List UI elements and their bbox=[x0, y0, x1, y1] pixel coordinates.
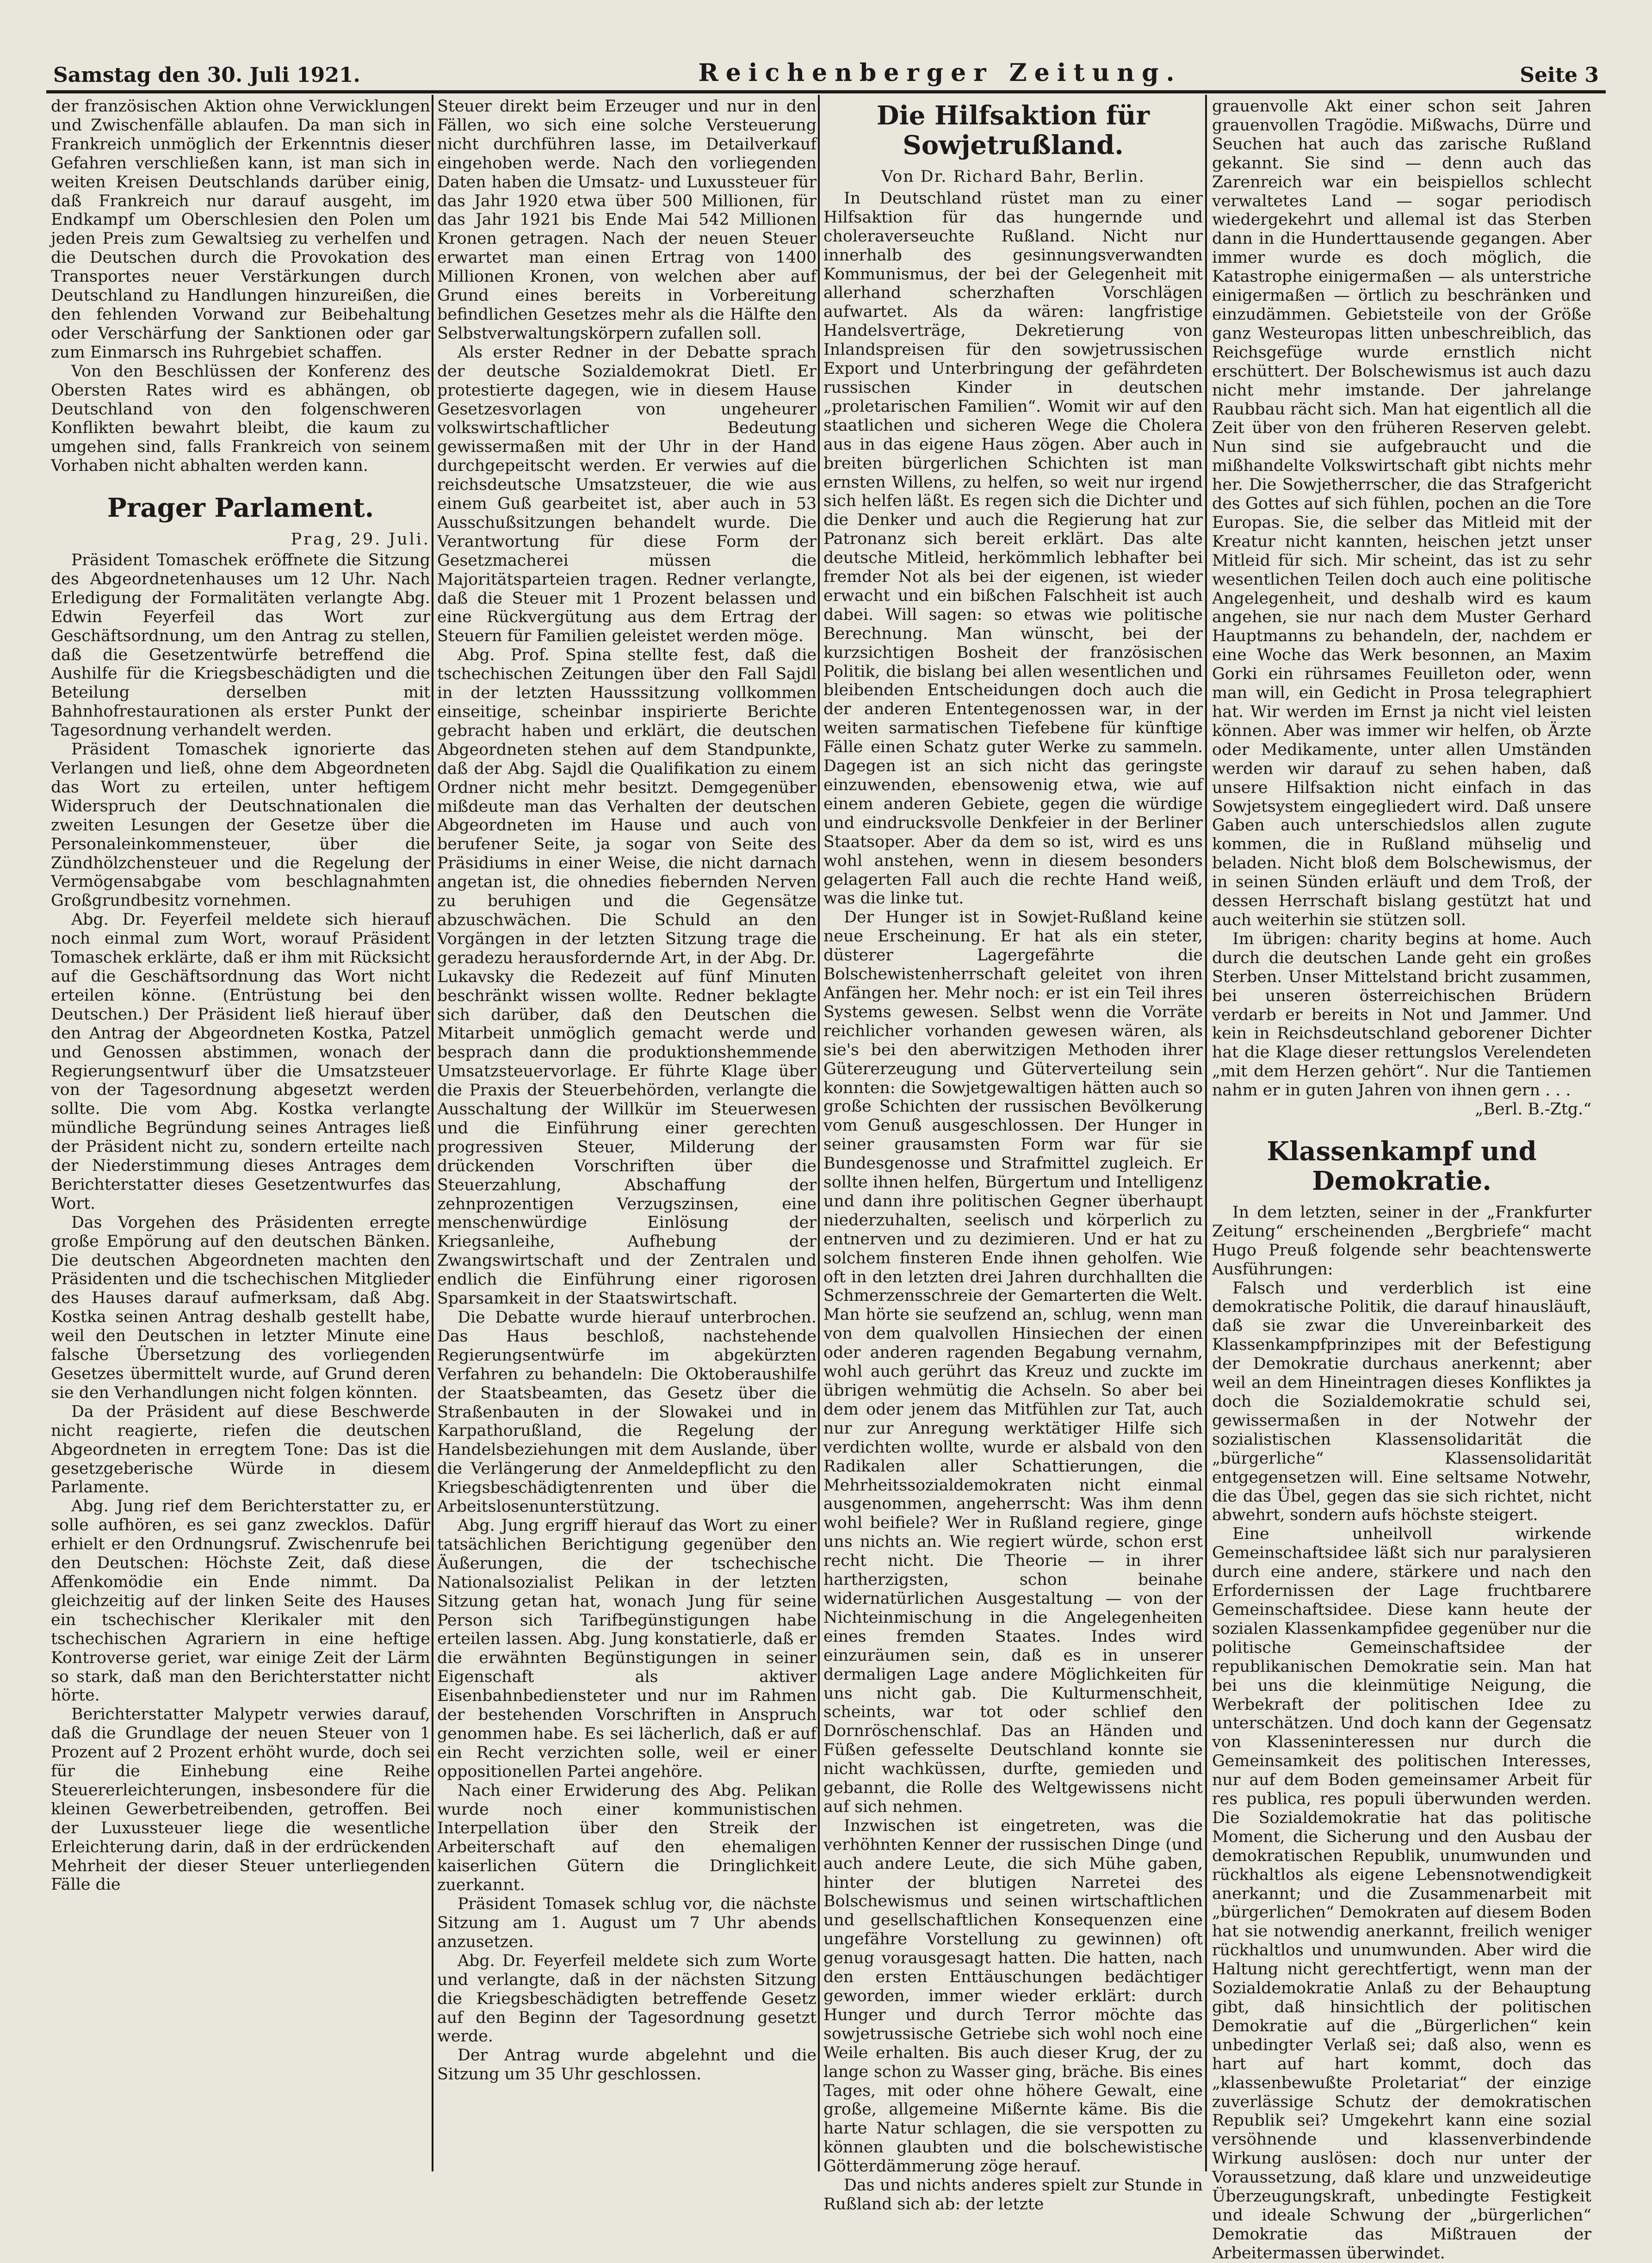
headline-prager-parlament: Prager Parlament. bbox=[107, 493, 374, 524]
source-reference: „Berl. B.-Ztg.“ bbox=[1475, 1100, 1591, 1119]
paragraph: Da der Präsident auf diese Beschwerde nicht reagierte, riefen die deutschen Abgeordneten in erregtem Tone: Das ist die gesetzgeberische Würde in diesem Parlamente. bbox=[51, 1402, 430, 1497]
paragraph: Das und nichts anderes spielt zur Stunde in Rußland sich ab: der letzte bbox=[823, 2176, 1203, 2214]
column-4 bbox=[1212, 97, 1591, 2263]
column-3 bbox=[823, 97, 1203, 2214]
paragraph: Inzwischen ist eingetreten, was die verhöhnten Kenner der russischen Dinge (und auch andere Leute, die sich Mühe gaben, hinter der blutigen Narretei des Bolschewismus und seinen wirtschaftlichen und gesellschaftlichen Konsequenzen eine ungefähre Vorstellung zu gewinnen) oft genug vorausgesagt hatten. Die hatten, nach den ersten Enttäuschungen bedächtiger geworden, immer wieder erklärt: durch Hunger und durch Terror möchte das sowjetrussische Getriebe sich wohl noch eine Weile erhalten. Bis auch dieser Krug, der zu lange schon zu Wasser ging, bräche. Bis eines Tages, mit oder ohne höhere Gewalt, eine große, allgemeine Mißernte käme. Bis die harte Natur schlagen, die sie verspotten zu können glaubten und die bolschewistische Götterdämmerung zöge herauf. bbox=[823, 1816, 1203, 2176]
paragraph: Präsident Tomaschek ignorierte das Verlangen und ließ, ohne dem Abgeordneten das Wort zu erteilen, unter heftigem Widerspruch der Deutschnationalen die zweiten Lesungen der Gesetze über die Personaleinkommensteuer, über die Zündhölzchensteuer und die Regelung der Vermögensabgabe vom beschlagnahmten Großgrundbesitz vornehmen. bbox=[51, 740, 430, 910]
paragraph: Die Debatte wurde hierauf unterbrochen. Das Haus beschloß, nachstehende Regierungsentwürfe im abgekürzten Verfahren zu behandeln: Die Oktoberaushilfe der Staatsbeamten, das Gesetz über die Straßenbauten in der Slowakei und in Karpathorußland, die Regelung der Handelsbeziehungen mit dem Auslande, über die Verlängerung der Anmeldepflicht zu den Kriegsbeschädigtenrenten und über die Arbeitslosenunterstützung. bbox=[437, 1308, 817, 1516]
paragraph: Im übrigen: charity begins at home. Auch durch die deutschen Lande geht ein großes Sterben. Unser Mittelstand bricht zusammen, bei unseren österreichischen Brüdern verdarb er bereits in Not und Jammer. Und kein in Reichsdeutschland geborener Dichter hat die Klage dieser rettungslos Verelendeten „mit dem Herzen gehört“. Nur die Tantiemen nahm er in guten Jahren von ihnen gern . . . bbox=[1212, 929, 1591, 1100]
masthead bbox=[53, 50, 1599, 87]
column-rule bbox=[1205, 95, 1207, 2171]
headline-hilfsaktion: Die Hilfsaktion für Sowjetrußland. bbox=[876, 100, 1150, 161]
newspaper-title: Reichenberger Zeitung. bbox=[698, 59, 1182, 87]
paragraph: Das Vorgehen des Präsidenten erregte große Empörung auf den deutschen Bänken. Die deutschen Abgeordneten machten den Präsidenten und die tschechischen Mitglieder des Hauses darauf aufmerksam, daß Abg. Kostka seinen Antrag deshalb gestellt habe, weil den Deutschen in letzter Minute eine falsche Übersetzung des vorliegenden Gesetzes übermittelt wurde, auf Grund deren sie den Verhandlungen nicht folgen könnten. bbox=[51, 1213, 430, 1402]
paragraph: In dem letzten, seiner in der „Frankfurter Zeitung“ erscheinenden „Bergbriefe“ macht Hugo Preuß folgende sehr beachtenswerte Ausführungen: bbox=[1212, 1203, 1591, 1279]
paragraph: In Deutschland rüstet man zu einer Hilfsaktion für das hungernde und choleraverseuchte Rußland. Nicht nur innerhalb des gesinnungsverwandten Kommunismus, der bei der Gelegenheit mit allerhand scherzhaften Vorschlägen aufwartet. Als da wären: langfristige Handelsverträge, Dekretierung von Inlandspreisen für den sowjetrussischen Export und Unterbringung der gefährdeten russischen Kinder in deutschen „proletarischen Familien“. Womit wir auf den staatlichen und sicheren Wege die Cholera aus in das eigene Haus zögen. Aber auch in breiten bürgerlichen Schichten ist man ernsten Willens, zu helfen, so weit nur irgend sich helfen läßt. Es regen sich die Dichter und die Denker und auch die Regierung hat zur Patronanz sich bereit erklärt. Das alte deutsche Mitleid, herkömmlich lebhafter bei fremder Not als bei der eigenen, ist wieder erwacht und ein bißchen Falschheit ist auch dabei. Will sagen: so etwas wie politische Berechnung. Man wünscht, bei der kurzsichtigen Bosheit der französischen Politik, die bislang bei allen wesentlichen und bleibenden Entscheidungen doch auch die der anderen Ententegenossen war, in der weiten sarmatischen Tiefebene für künftige Fälle einen Schatz guter Werke zu sammeln. Dagegen ist an sich nicht das geringste einzuwenden, ebensowenig etwa, wie auf einem anderen Gebiete, gegen die würdige und eindrucksvolle Denkfeier in der Berliner Staatsoper. Aber da dem so ist, wird es uns wohl anstehen, wenn in diesem besonders gelagerten Fall auch die rechte Hand weiß, was die linke tut. bbox=[823, 189, 1203, 908]
paragraph: Als erster Redner in der Debatte sprach der deutsche Sozialdemokrat Dietl. Er protestierte dagegen, wie in diesem Hause Gesetzesvorlagen von ungeheurer volkswirtschaftlicher Bedeutung gewissermaßen mit der Uhr in der Hand durchgepeitscht werden. Er verwies auf die reichsdeutsche Umsatzsteuer, die wie aus einem Guß gearbeitet ist, aber auch in 53 Ausschußsitzungen behandelt wurde. Die Verantwortung für diese Form der Gesetzmacherei müssen die Majoritätsparteien tragen. Redner verlangte, daß die Steuer mit 1 Prozent belassen und eine Rückvergütung aus dem Ertrag der Steuern für Familien geleistet werden möge. bbox=[437, 343, 817, 646]
dateline: Prag, 29. Juli. bbox=[291, 530, 430, 549]
column-1 bbox=[51, 97, 430, 2169]
header-rule bbox=[46, 90, 1606, 93]
paragraph: Präsident Tomaschek eröffnete die Sitzung des Abgeordnetenhauses um 12 Uhr. Nach Erledigung der Formalitäten verlangte Abg. Edwin Feyerfeil das Wort zur Geschäftsordnung, um den Antrag zu stellen, daß die Gesetzentwürfe betreffend die Aushilfe für die Kriegsbeschädigten und die Beteilung derselben mit Bahnhofrestaurationen als erster Punkt der Tagesordnung verhandelt werden. bbox=[51, 551, 430, 740]
paragraph: Abg. Dr. Feyerfeil meldete sich hierauf noch einmal zum Wort, worauf Präsident Tomaschek erklärte, daß er ihm mit Rücksicht auf die Geschäftsordnung das Wort nicht erteilen könne. (Entrüstung bei den Deutschen.) Der Präsident ließ hierauf über den Antrag der Abgeordneten Kostka, Patzel und Genossen abstimmen, wonach der Regierungsentwurf über die Umsatzsteuer von der Tagesordnung abgesetzt werden sollte. Die vom Abg. Kostka verlangte mündliche Begründung seines Antrages ließ der Präsident nicht zu, sondern erteilte nach der Niederstimmung dieses Antrages dem Berichterstatter dieses Gesetzentwurfes das Wort. bbox=[51, 910, 430, 1213]
paragraph: Der Hunger ist in Sowjet-Rußland keine neue Erscheinung. Er hat als ein steter, düsterer Lagergefährte die Bolschewistenherrschaft geleitet von ihren Anfängen her. Mehr noch: er ist ein Teil ihres Systems gewesen. Selbst wenn die Vorräte reichlicher vorhanden gewesen wären, als sie's bei den aberwitzigen Methoden ihrer Gütererzeugung und Güterverteilung sein konnten: die Sowjetgewaltigen hätten auch so große Schichten der russischen Bevölkerung vom Genuß ausgeschlossen. Der Hunger in seiner grausamsten Form war für sie Bundesgenosse und Strafmittel zugleich. Er sollte ihnen helfen, Bürgertum und Intelligenz und dann ihre politischen Gegner überhaupt niederzuhalten, seelisch und körperlich zu entnerven und zu dezimieren. Und er hat zu solchem finsteren Ende ihnen geholfen. Wie oft in den letzten drei Jahren durchhallten die Schmerzensschreie der Gemarterten die Welt. Man hörte sie seufzend an, schlug, wenn man von dem qualvollen Hinsiechen der einen oder anderen ragenden Begabung vernahm, wohl auch gerührt das Kreuz und zuckte im übrigen wehmütig die Achseln. So aber bei dem oder jenem das Mitfühlen zur Tat, auch nur zur Anregung werktätiger Hilfe sich verdichten wollte, wurde er alsbald von den Radikalen aller Schattierungen, die Mehrheitssozialdemokraten nicht einmal ausgenommen, angeherrscht: Was ihm denn wohl beifiele? Wer in Rußland regiere, ginge uns nichts an. Wie regiert würde, schon erst recht nicht. Die Theorie — in ihrer hartherzigsten, schon beinahe widernatürlichen Ausgestaltung — von der Nichteinmischung in die Angelegenheiten eines fremden Staates. Indes wird einzuräumen sein, daß es in unserer dermaligen Lage andere Möglichkeiten für uns nicht gab. Die Kulturmenschheit, scheints, war tot oder schlief den Dornröschenschlaf. Das an Händen und Füßen gefesselte Deutschland konnte sie nicht wachküssen, durfte, gemieden und gebannt, die Rolle des Weltgewissens nicht auf sich nehmen. bbox=[823, 908, 1203, 1816]
article-continuation: der französischen Aktion ohne Verwicklungen und Zwischenfälle ablaufen. Da man sich in Frankreich unmöglich der Erkenntnis dieser Gefahren verschließen kann, ist man sich in weiten Kreisen Deutschlands darüber einig, daß Frankreich nur darauf ausgeht, im Endkampf um Oberschlesien den Polen um jeden Preis zum Gewaltsieg zu verhelfen und die Deutschen durch die Provokation des Transportes neuer Verstärkungen durch Deutschland zu Handlungen hinzureißen, die den fehlenden Vorwand zur Beibehaltung oder Verschärfung der Sanktionen oder gar zum Einmarsch ins Ruhrgebiet schaffen. bbox=[51, 97, 430, 362]
paragraph: Abg. Dr. Feyerfeil meldete sich zum Worte und verlangte, daß in der nächsten Sitzung die Kriegsbeschädigten betreffende Gesetz auf den Beginn der Tagesordnung gesetzt werde. bbox=[437, 1951, 817, 2046]
column-rule bbox=[818, 95, 820, 2171]
byline: Von Dr. Richard Bahr, Berlin. bbox=[881, 167, 1145, 186]
paragraph: Abg. Prof. Spina stellte fest, daß die tschechischen Zeitungen über den Fall Sajdl in der letzten Hausssitzung vollkommen einseitige, scheinbar inspirierte Berichte gebracht haben und erklärt, die deutschen Abgeordneten stehen auf dem Standpunkte, daß der Abg. Sajdl die Qualifikation zu einem Ordner nicht mehr besitzt. Demgegenüber mißdeute man das Verhalten der deutschen Abgeordneten im Hause und auch von berufener Seite, ja sogar von Seite des Präsidiums in einer Weise, die nicht darnach angetan ist, die ohnedies fiebernden Nerven zu beruhigen und die Gegensätze abzuschwächen. Die Schuld an den Vorgängen in der letzten Sitzung trage die geradezu herausfordernde Art, in der Abg. Dr. Lukavsky die Redezeit auf fünf Minuten beschränkt wissen wollte. Redner beklagte sich darüber, daß den Deutschen die Mitarbeit unmöglich gemacht werde und besprach dann die produktionshemmende Umsatzsteuervorlage. Er führte Klage über die Praxis der Steuerbehörden, verlangte die Ausschaltung der Willkür im Steuerwesen und die Einführung einer gerechten progressiven Steuer, Milderung der drückenden Vorschriften über die Steuerzahlung, Abschaffung der zehnprozentigen Verzugszinsen, eine menschenwürdige Einlösung der Kriegsanleihe, Aufhebung der Zwangswirtschaft und der Zentralen und endlich die Einführung einer rigorosen Sparsamkeit in der Staatswirtschaft. bbox=[437, 646, 817, 1308]
headline-klassenkampf: Klassenkampf und Demokratie. bbox=[1267, 1136, 1537, 1196]
paragraph: Falsch und verderblich ist eine demokratische Politik, die darauf hinausläuft, daß sie zwar die Unvereinbarkeit des Klassenkampfprinzipes mit der Befestigung der Demokratie durchaus anerkennt; aber weil an dem Hineintragen dieses Konfliktes ja doch die Sozialdemokratie schuld sei, gewissermaßen in der Notwehr der sozialistischen Klassensolidarität die „bürgerliche“ Klassensolidarität entgegensetzen will. Eine seltsame Notwehr, die das Übel, gegen das sie sich richtet, nicht abwehrt, sondern aufs höchste steigert. bbox=[1212, 1279, 1591, 1525]
issue-date: Samstag den 30. Juli 1921. bbox=[53, 63, 360, 87]
paragraph: Von den Beschlüssen der Konferenz des Obersten Rates wird es abhängen, ob Deutschland von den folgenschweren Konflikten bewahrt bleibt, die kaum zu umgehen sind, falls Frankreich von seinem Vorhaben nicht abhalten werden kann. bbox=[51, 362, 430, 476]
paragraph: Nach einer Erwiderung des Abg. Pelikan wurde noch einer kommunistischen Interpellation über den Streik der Arbeiterschaft auf den ehemaligen kaiserlichen Gütern die Dringlichkeit zuerkannt. bbox=[437, 1781, 817, 1895]
paragraph: Abg. Jung ergriff hierauf das Wort zu einer tatsächlichen Berichtigung gegenüber den Äußerungen, die der tschechische Nationalsozialist Pelikan in der letzten Sitzung getan hat, wonach Jung für seine Person sich Tarifbegünstigungen habe erteilen lassen. Abg. Jung konstatierle, daß er die erwähnten Begünstigungen in seiner Eigenschaft als aktiver Eisenbahnbediensteter und nur im Rahmen der bestehenden Vorschriften in Anspruch genommen habe. Es sei lächerlich, daß er auf ein Recht verzichten solle, weil er einer oppositionellen Partei angehöre. bbox=[437, 1516, 817, 1781]
paragraph: Eine unheilvoll wirkende Gemeinschaftsidee läßt sich nur paralysieren durch eine andere, stärkere und nach den Erfordernissen der Lage fruchtbarere Gemeinschaftsidee. Diese kann heute der sozialen Klassenkampfidee gegenüber nur die politische Gemeinschaftsidee der republikanischen Demokratie sein. Man hat bei uns die kleinmütige Neigung, die Werbekraft der politischen Idee zu unterschätzen. Und doch kann der Gegensatz von Klasseninteressen nur durch die Gemeinsamkeit des politischen Interesses, nur auf dem Boden gemeinsamer Arbeit für res publica, res populi überwunden werden. Die Sozialdemokratie hat das politische Moment, die Sicherung und den Ausbau der demokratischen Republik, unumwunden und rückhaltlos als eigene Lebensnotwendigkeit anerkannt; und die Zusammenarbeit mit „bürgerlichen“ Demokraten auf diesem Boden hat sie notwendig anerkannt, freilich weniger rückhaltlos und unumwunden. Aber wird die Haltung nicht gerechtfertigt, wenn man der Sozialdemokratie Anlaß zu der Behauptung gibt, daß hinsichtlich der politischen Demokratie auf die „Bürgerlichen“ kein unbedingter Verlaß sei; daß also, wenn es hart auf hart kommt, doch das „klassenbewußte Proletariat“ der einzige zuverlässige Schutz der demokratischen Republik sei? Umgekehrt kann eine sozial versöhnende und klassenverbindende Wirkung auslösen: doch nur unter der Voraussetzung, daß klare und unzweideutige Überzeugungskraft, unbedingte Festigkeit und ideale Schwung der „bürgerlichen“ Demokratie das Mißtrauen der Arbeitermassen überwindet. bbox=[1212, 1525, 1591, 2263]
paragraph: Berichterstatter Malypetr verwies darauf, daß die Grundlage der neuen Steuer von 1 Prozent auf 2 Prozent erhöht wurde, doch sei für die Einhebung eine Reihe Steuererleichterungen, insbesondere für die kleinen Gewerbetreibenden, getroffen. Bei der Luxussteuer liege die wesentliche Erleichterung darin, daß in der erdrückenden Mehrheit der dieser Steuer unterliegenden Fälle die bbox=[51, 1705, 430, 1894]
page-number: Seite 3 bbox=[1520, 63, 1599, 87]
article-continuation: Steuer direkt beim Erzeuger und nur in den Fällen, wo sich eine solche Versteuerung nicht durchführen lasse, im Detailverkauf eingehoben werde. Nach den vorliegenden Daten haben die Umsatz- und Luxussteuer für das Jahr 1920 etwa über 500 Millionen, für das Jahr 1921 bis Ende Mai 542 Millionen Kronen getragen. Nach der neuen Steuer erwartet man einen Ertrag von 1400 Millionen Kronen, von welchen aber auf Grund eines bereits in Vorbereitung befindlichen Gesetzes mehr als die Hälfte den Selbstverwaltungskörpern zufallen soll. bbox=[437, 97, 817, 343]
article-continuation: grauenvolle Akt einer schon seit Jahren grauenvollen Tragödie. Mißwachs, Dürre und Seuchen hat auch das zarische Rußland gekannt. Sie sind — denn auch das Zarenreich war ein beispiellos schlecht verwaltetes Land — sogar periodisch wiedergekehrt und allemal ist das Sterben dann in die Hunderttausende gegangen. Aber immer wurde es doch möglich, die Katastrophe einigermaßen — als unterstriche einigermaßen — örtlich zu beschränken und einzudämmen. Gebietsteile von der Größe ganz Westeuropas litten unbeschreiblich, das Reichsgefüge wurde ernstlich nicht erschüttert. Der Bolschewismus ist auch dazu nicht mehr imstande. Der jahrelange Raubbau rächt sich. Man hat eigentlich all die Zeit über von den früheren Reserven gelebt. Nun sind sie aufgebraucht und die mißhandelte Volkswirtschaft gibt nichts mehr her. Die Sowjetherrscher, die das Strafgericht des Gottes auf sich fühlen, pochen an die Tore Europas. Sie, die selber das Mitleid mit der Kreatur nicht kannten, heischen jetzt unser Mitleid für sich. Mir scheint, das ist zu sehr wesentlichen Teilen doch auch eine politische Angelegenheit, und deshalb wird es kaum angehen, sie nur nach dem Muster Gerhard Hauptmanns zu behandeln, der, nachdem er eine Woche das Werk besonnen, an Maxim Gorki ein rührsames Feuilleton oder, wenn man will, ein Gedicht in Prosa telegraphiert hat. Wir werden im Ernst ja nicht viel leisten können. Aber was immer wir helfen, ob Ärzte oder Medikamente, unter allen Umständen werden wir darauf zu sehen haben, daß unsere Hilfsaktion nicht einfach in das Sowjetsystem eingegliedert wird. Daß unsere Gaben auch unterschiedslos allen zugute kommen, die in Rußland mühselig und beladen. Nicht bloß dem Bolschewismus, der in seinen Sünden erläuft und dem Troß, der dessen Herrschaft bislang gestützt hat und auch weiterhin sie stützen soll. bbox=[1212, 97, 1591, 929]
column-rule bbox=[432, 95, 433, 2171]
column-2 bbox=[437, 97, 817, 2169]
paragraph: Präsident Tomasek schlug vor, die nächste Sitzung am 1. August um 7 Uhr abends anzusetzen. bbox=[437, 1895, 817, 1951]
paragraph: Der Antrag wurde abgelehnt und die Sitzung um 35 Uhr geschlossen. bbox=[437, 2046, 817, 2084]
paragraph: Abg. Jung rief dem Berichterstatter zu, er solle aufhören, es sei ganz zwecklos. Dafür erhielt er den Ordnungsruf. Zwischenrufe bei den Deutschen: Höchste Zeit, daß diese Affenkomödie ein Ende nimmt. Da gleichzeitig auf der linken Seite des Hauses ein tschechischer Klerikaler mit den tschechischen Agrariern in eine heftige Kontroverse geriet, war einige Zeit der Lärm so stark, daß man den Berichterstatter nicht hörte. bbox=[51, 1497, 430, 1705]
